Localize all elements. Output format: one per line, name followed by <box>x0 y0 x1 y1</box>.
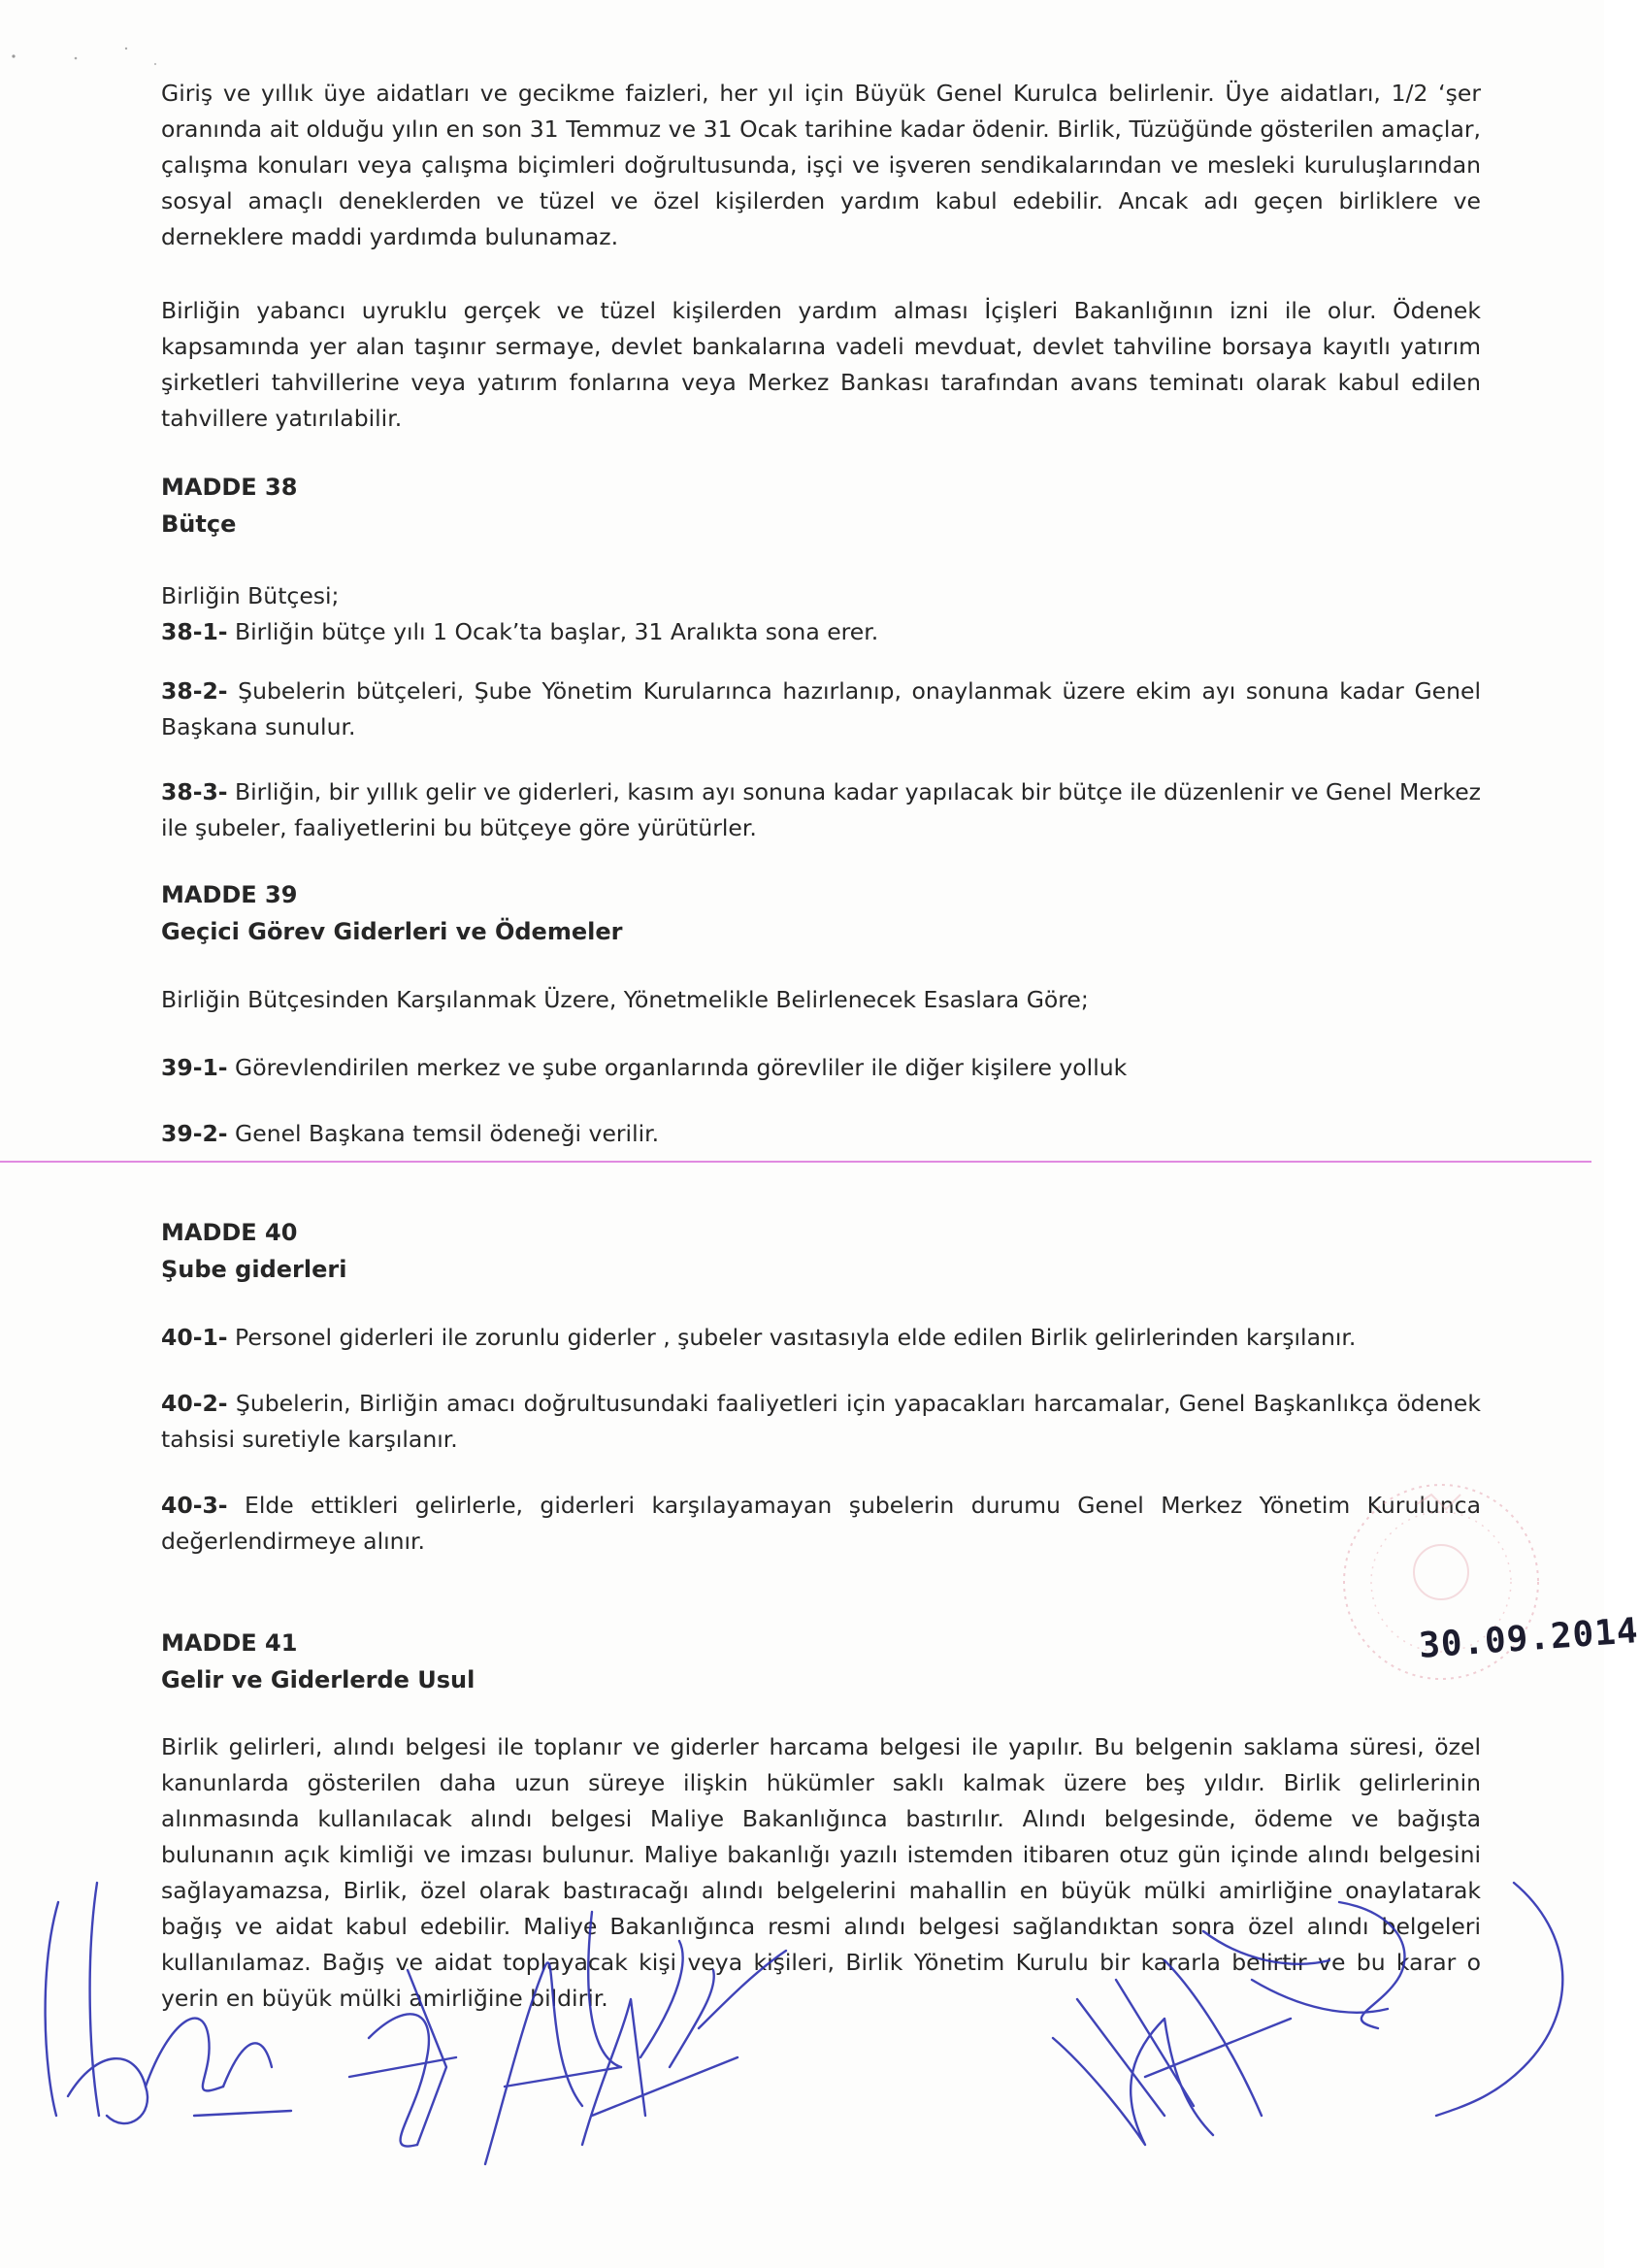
madde-38-item-2 <box>161 674 1481 745</box>
signature-4 <box>582 1941 786 2145</box>
madde-39-item-1 <box>161 1050 1481 1086</box>
scan-specks <box>0 0 194 78</box>
signature-1 <box>46 1883 291 2123</box>
item-number: 40-1- <box>161 1324 228 1351</box>
intro-paragraph-1: Giriş ve yıllık üye aidatları ve gecikme faizleri, her yıl için Büyük Genel Kurulca belirlenir. Üye aidatları, 1/2 ‘şer oranında ait olduğu yılın en son 31 Temmuz ve 31 Ocak tarihine kadar ödenir. Birlik, Tüzüğünde gösterilen amaçlar, çalışma konuları veya çalışma biçimleri doğrultusunda, işçi ve işveren sendikalarından ve mesleki kuruluşlarından sosyal amaçlı deneklerden ve tüzel ve özel kişilerden yardım kabul edebilir. Ancak adı geçen birliklere ve derneklere maddi yardımda bulunamaz. <box>161 80 1481 250</box>
item-number: 38-1- <box>161 618 228 645</box>
item-text: Genel Başkana temsil ödeneği verilir. <box>227 1120 660 1147</box>
madde-41-number: MADDE 41 <box>161 1629 298 1657</box>
intro-paragraph-2: Birliğin yabancı uyruklu gerçek ve tüzel kişilerden yardım alması İçişleri Bakanlığının izni ile olur. Ödenek kapsamında yer alan taşınır sermaye, devlet bankalarına vadeli mevduat, devlet tahviline borsaya kayıtlı yatırım şirketleri tahvillerine veya yatırım fonlarına veya Merkez Bankası tarafından avans teminatı olarak kabul edilen tahvillere yatırılabilir. <box>161 297 1481 432</box>
signature-5 <box>1053 1883 1562 2145</box>
madde-38-intro: Birliğin Bütçesi; <box>161 582 340 609</box>
madde-39-number: MADDE 39 <box>161 881 298 908</box>
madde-38-item-1 <box>161 614 1481 650</box>
signatures <box>0 1824 1604 2174</box>
madde-38-number: MADDE 38 <box>161 474 298 501</box>
madde-39-title: Geçici Görev Giderleri ve Ödemeler <box>161 918 623 945</box>
signature-3 <box>485 1912 621 2164</box>
madde-39-item-2 <box>161 1116 1481 1152</box>
item-text: Şubelerin, Birliğin amacı doğrultusundaki faaliyetleri için yapacakları harcamalar, Genel Başkanlıkça ödenek tahsisi suretiyle karşılanır. <box>161 1390 1481 1453</box>
item-number: 38-3- <box>161 778 228 805</box>
page-break-rule <box>0 1161 1591 1163</box>
item-number: 40-3- <box>161 1492 228 1519</box>
madde-38-title: Bütçe <box>161 510 237 538</box>
intro-paragraph-1-block <box>161 76 1481 255</box>
madde-40-number: MADDE 40 <box>161 1219 298 1246</box>
item-text: Görevlendirilen merkez ve şube organlarında görevliler ile diğer kişilere yolluk <box>227 1054 1128 1081</box>
item-number: 39-2- <box>161 1120 228 1147</box>
item-text: Personel giderleri ile zorunlu giderler , şubeler vasıtasıyla elde edilen Birlik gelirlerinden karşılanır. <box>227 1324 1357 1351</box>
madde-39-intro: Birliğin Bütçesinden Karşılanmak Üzere, Yönetmelikle Belirlenecek Esaslara Göre; <box>161 986 1089 1013</box>
item-text: Birliğin, bir yıllık gelir ve giderleri, kasım ayı sonuna kadar yapılacak bir bütçe ile düzenlenir ve Genel Merkez ile şubeler, faaliyetlerini bu bütçeye göre yürütürler. <box>161 778 1481 841</box>
item-text: Birliğin bütçe yılı 1 Ocak’ta başlar, 31 Aralıkta sona erer. <box>227 618 879 645</box>
intro-paragraph-2-block <box>161 293 1481 437</box>
madde-40-title: Şube giderleri <box>161 1256 347 1283</box>
handwritten-date: 30.09.2014 <box>1417 1611 1640 1666</box>
madde-41-body: Birlik gelirleri, alındı belgesi ile toplanır ve giderler harcama belgesi ile yapılır. Bu belgenin saklama süresi, özel kanunlarda gösterilen daha uzun süreye ilişkin hükümler saklı kalmak üzere beş yıldır. Birlik gelirlerinin alınmasında kullanılacak alındı belgesi Maliye Bakanlığınca bastırılır. Alındı belgesinde, ödeme ve bağışta bulunanın açık kimliği ve imzası bulunur. Maliye bakanlığı yazılı istemden itibaren otuz gün içinde alındı belgesini sağlayamazsa, Birlik, özel olarak bastıracağı alındı belgelerini mahallin en büyük mülki amirliğine onaylatarak bağış ve aidat kabul edebilir. Maliye Bakanlığınca resmi alındı belgesi sağlandıktan sonra özel alındı belgeleri kullanılamaz. Bağış ve aidat toplayacak kişi veya kişileri, Birlik Yönetim Kurulu bir kararla belirtir ve bu karar o yerin en büyük mülki amirliğine bildirir. <box>161 1733 1481 2012</box>
madde-38-item-3 <box>161 774 1481 846</box>
signature-2 <box>349 1970 456 2147</box>
item-number: 40-2- <box>161 1390 228 1417</box>
madde-40-item-3 <box>161 1488 1481 1560</box>
item-text: Elde ettikleri gelirlerle, giderleri karşılayamayan şubelerin durumu Genel Merkez Yönetim Kurulunca değerlendirmeye alınır. <box>161 1492 1481 1555</box>
madde-40-item-1 <box>161 1320 1481 1356</box>
madde-40-item-2 <box>161 1386 1481 1458</box>
madde-41-title: Gelir ve Giderlerde Usul <box>161 1666 476 1693</box>
item-number: 38-2- <box>161 677 228 705</box>
item-text: Şubelerin bütçeleri, Şube Yönetim Kurularınca hazırlanıp, onaylanmak üzere ekim ayı sonuna kadar Genel Başkana sunulur. <box>161 677 1481 740</box>
item-number: 39-1- <box>161 1054 228 1081</box>
